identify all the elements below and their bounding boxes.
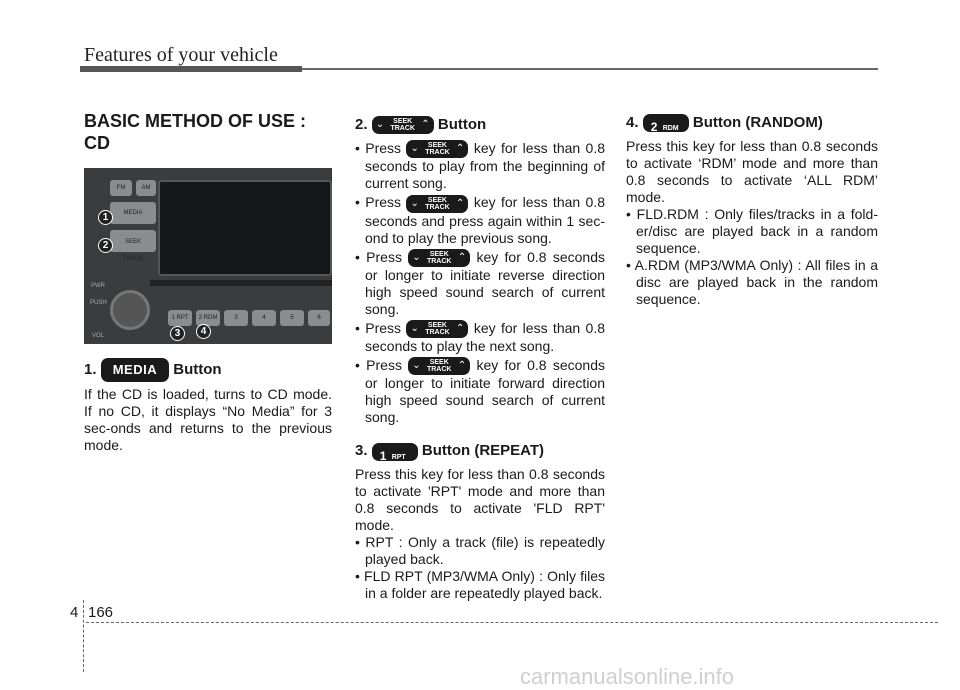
item4-heading [626,112,878,134]
rdm-key-icon: 2 RDM [643,114,689,132]
photo-vol-label: VOL [91,333,104,339]
photo-seek-label: SEEK [124,239,141,245]
seek-track-key-icon: ⌄ SEEK TRACK ⌃ [406,140,468,158]
head-unit-photo [84,168,332,344]
item1-description: If the CD is loaded, turns to CD mode. If no CD, it displays “No Media” for 3 sec-onds and returns to the previous mode. [84,386,332,453]
photo-am-button: AM [136,180,156,196]
seek-bullet: • Press ⌄ SEEK TRACK ⌃ key for 0.8 seconds or longer to initiate reverse direction high speed sound search of current song. [355,248,606,317]
item3-number: 3. [355,442,368,460]
seek-bullet-list [355,140,605,426]
photo-preset-2-button: 2 RDM [196,310,220,326]
callout-badge-4: 4 [196,324,211,339]
page-header-title: Features of your vehicle [84,44,278,66]
seek-track-key-icon: ⌄ SEEK TRACK ⌃ [372,116,434,134]
photo-media-button: MEDIA [110,202,156,224]
seek-bullet: • Press ⌄ SEEK TRACK ⌃ key for less than 0.8 seconds to play from the beginning of current song. [355,140,606,192]
rdm-bullet: • FLD.RDM : Only files/tracks in a fold-er/disc are played back in a random sequence. [626,206,878,256]
item4-description: Press this key for less than 0.8 seconds to activate ‘RDM’ mode and more than 0.8 seconds to activate ‘ALL RDM’ mode. [626,138,878,205]
photo-preset-1-button: 1 RPT [168,310,192,326]
footer-rule [86,622,938,623]
seek-track-key-icon: ⌄ SEEK TRACK ⌃ [406,320,468,338]
seek-bullet: • Press ⌄ SEEK TRACK ⌃ key for less than 0.8 seconds to play the next song. [355,319,606,355]
item3-description: Press this key for less than 0.8 seconds to activate 'RPT' mode and more than 0.8 seconds to activate 'FLD RPT' mode. [355,466,605,534]
callout-badge-2: 2 [98,238,113,253]
photo-seek-button [110,230,156,262]
callout-badge-3: 3 [170,326,185,341]
chapter-number: 4 [70,604,79,621]
header-bar [80,66,302,72]
display-screen [158,180,332,276]
header-rule [302,68,878,70]
photo-preset-5-button: 5 [280,310,304,326]
photo-fm-button: FM [110,180,132,196]
photo-push-text: PUSH [90,300,107,306]
rpt-key-icon: 1 RPT [372,443,418,461]
item4-number: 4. [626,114,639,131]
photo-track-label: TRACK [122,256,144,262]
cd-slot [150,280,332,286]
item2-number: 2. [355,116,368,133]
seek-bullet: • Press ⌄ SEEK TRACK ⌃ key for 0.8 seconds or longer to initiate forward direction high speed sound search of current song. [355,357,606,426]
item1-number: 1. [84,360,97,378]
seek-track-key-icon: ⌄ SEEK TRACK ⌃ [408,249,470,267]
photo-pwr-text: PWR [91,283,105,289]
column-2 [355,110,605,602]
item3-suffix: Button (REPEAT) [421,442,545,460]
callout-badge-1: 1 [98,210,113,225]
photo-pwr-label [90,278,107,306]
section-title: BASIC METHOD OF USE : CD [84,111,307,153]
item4-suffix: Button (RANDOM) [692,114,823,131]
item2-heading [355,114,605,136]
watermark: carmanualsonline.info [520,664,735,689]
photo-preset-6-button: 6 [308,310,330,326]
photo-preset-4-button: 4 [252,310,276,326]
footer-divider [83,600,84,672]
media-key-icon: MEDIA [101,358,169,382]
rdm-bullet-list [626,206,878,308]
rpt-bullet: • RPT : Only a track (file) is repeatedly played back. [355,534,605,568]
rdm-bullet: • A.RDM (MP3/WMA Only) : All files in a disc are played back in the random sequence. [626,257,878,307]
page-number: 166 [88,604,114,621]
item1-heading [84,358,332,382]
rpt-bullet: • FLD RPT (MP3/WMA Only) : Only files in a folder are repeatedly played back. [355,568,605,602]
photo-preset-3-button: 3 [224,310,248,326]
column-1 [84,110,332,454]
seek-track-key-icon: ⌄ SEEK TRACK ⌃ [408,357,470,375]
item1-suffix: Button [173,360,222,378]
seek-bullet: • Press ⌄ SEEK TRACK ⌃ key for less than 0.8 seconds and press again within 1 sec-ond to play the previous song. [355,194,606,246]
seek-track-key-icon: ⌄ SEEK TRACK ⌃ [406,195,468,213]
column-3 [626,110,878,308]
volume-knob [110,290,150,330]
rpt-bullet-list [355,534,605,602]
item2-suffix: Button [437,116,487,133]
item3-heading [355,440,605,462]
